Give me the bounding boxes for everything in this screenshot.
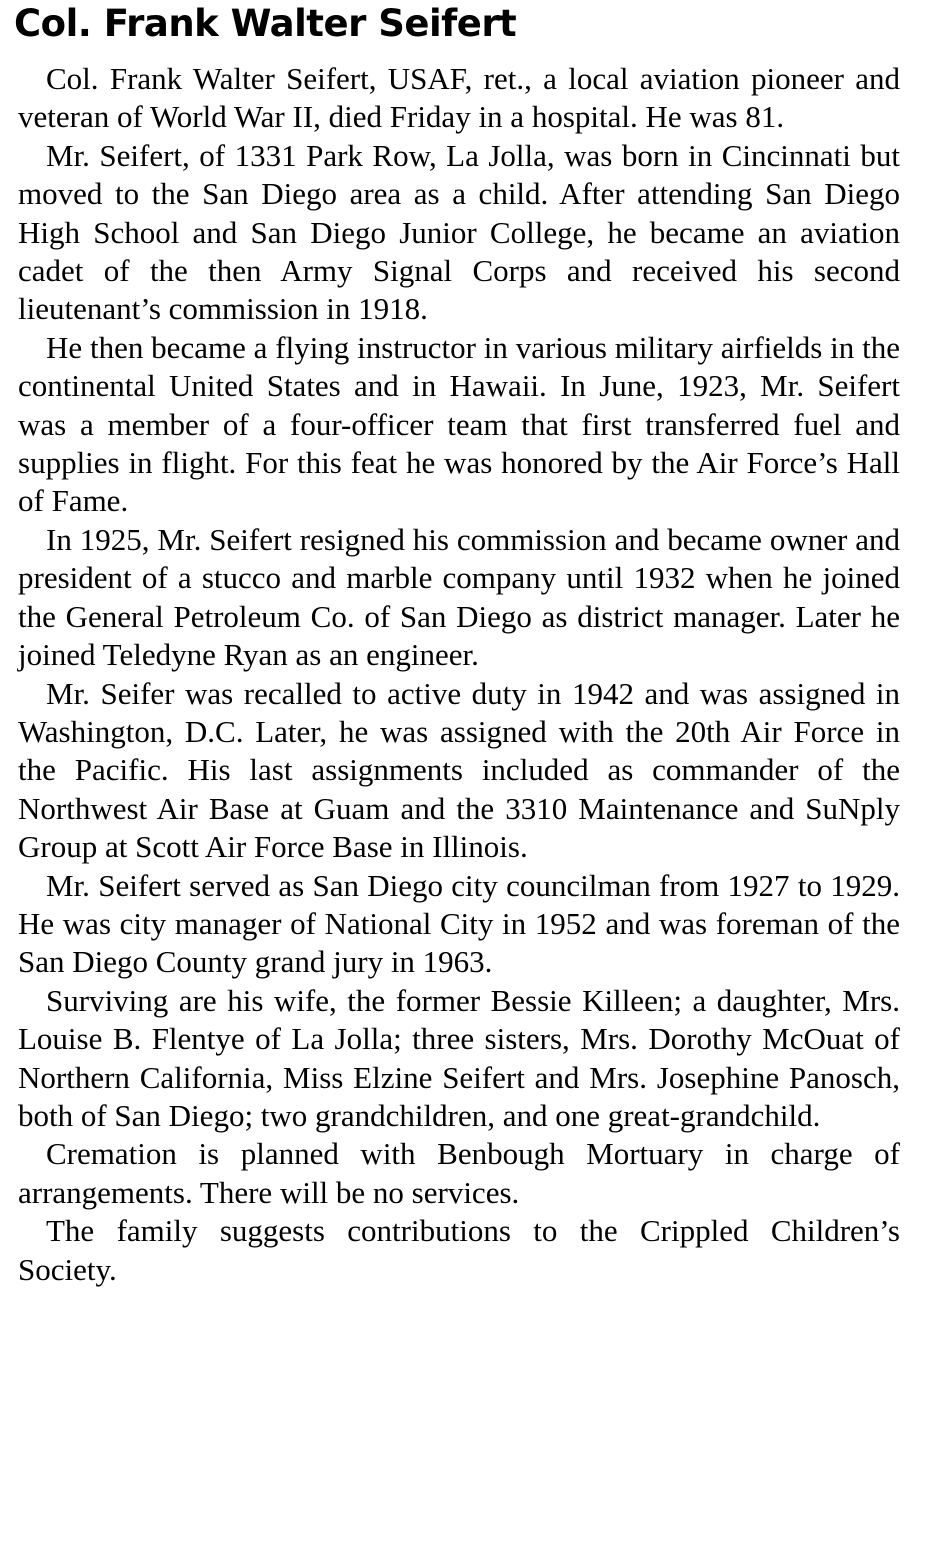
paragraph-active-duty: Mr. Seifer was recalled to active duty in 1942 and was assigned in Washington, D.C. Later, he was assigned with the 20th Air Force in the Pacific. His last assignments included as commander of the Northwest Air Base at Guam and the 3310 Maintenance and SuNply Group at Scott Air Force Base in Illinois. — [18, 675, 900, 865]
paragraph-contributions: The family suggests contributions to the Crippled Children’s Society. — [18, 1213, 900, 1287]
paragraph-survivors: Surviving are his wife, the former Bessie Killeen; a daughter, Mrs. Louise B. Flentye of La Jolla; three sisters, Mrs. Dorothy McOuat of Northern California, Miss Elzine Seifert and Mrs. Josephine Panosch, both of San Diego; two grandchildren, and one great-grandchild. — [18, 982, 900, 1133]
paragraph-flying-instructor: He then became a flying instructor in various military airfields in the continental United States and in Hawaii. In June, 1923, Mr. Seifert was a member of a four-officer team that first transferred fuel and supplies in flight. For this feat he was honored by the Air Force’s Hall of Fame. — [18, 329, 900, 519]
paragraph-early-life: Mr. Seifert, of 1331 Park Row, La Jolla, was born in Cincinnati but moved to the San Diego area as a child. After attending San Diego High School and San Diego Junior College, he became an aviation cadet of the then Army Signal Corps and received his second lieutenant’s commission in 1918. — [18, 137, 900, 327]
paragraph-arrangements: Cremation is planned with Benbough Mortuary in charge of arrangements. There will be no services. — [18, 1136, 900, 1210]
article-body — [18, 60, 900, 1289]
headline: Col. Frank Walter Seifert — [14, 2, 517, 45]
paragraph-civic-service: Mr. Seifert served as San Diego city councilman from 1927 to 1929. He was city manager of National City in 1952 and was foreman of the San Diego County grand jury in 1963. — [18, 867, 900, 980]
paragraph-intro: Col. Frank Walter Seifert, USAF, ret., a local aviation pioneer and veteran of World War II, died Friday in a hospital. He was 81. — [18, 61, 900, 135]
paragraph-business-career: In 1925, Mr. Seifert resigned his commission and became owner and president of a stucco and marble company until 1932 when he joined the General Petroleum Co. of San Diego as district manager. Later he joined Teledyne Ryan as an engineer. — [18, 521, 900, 673]
